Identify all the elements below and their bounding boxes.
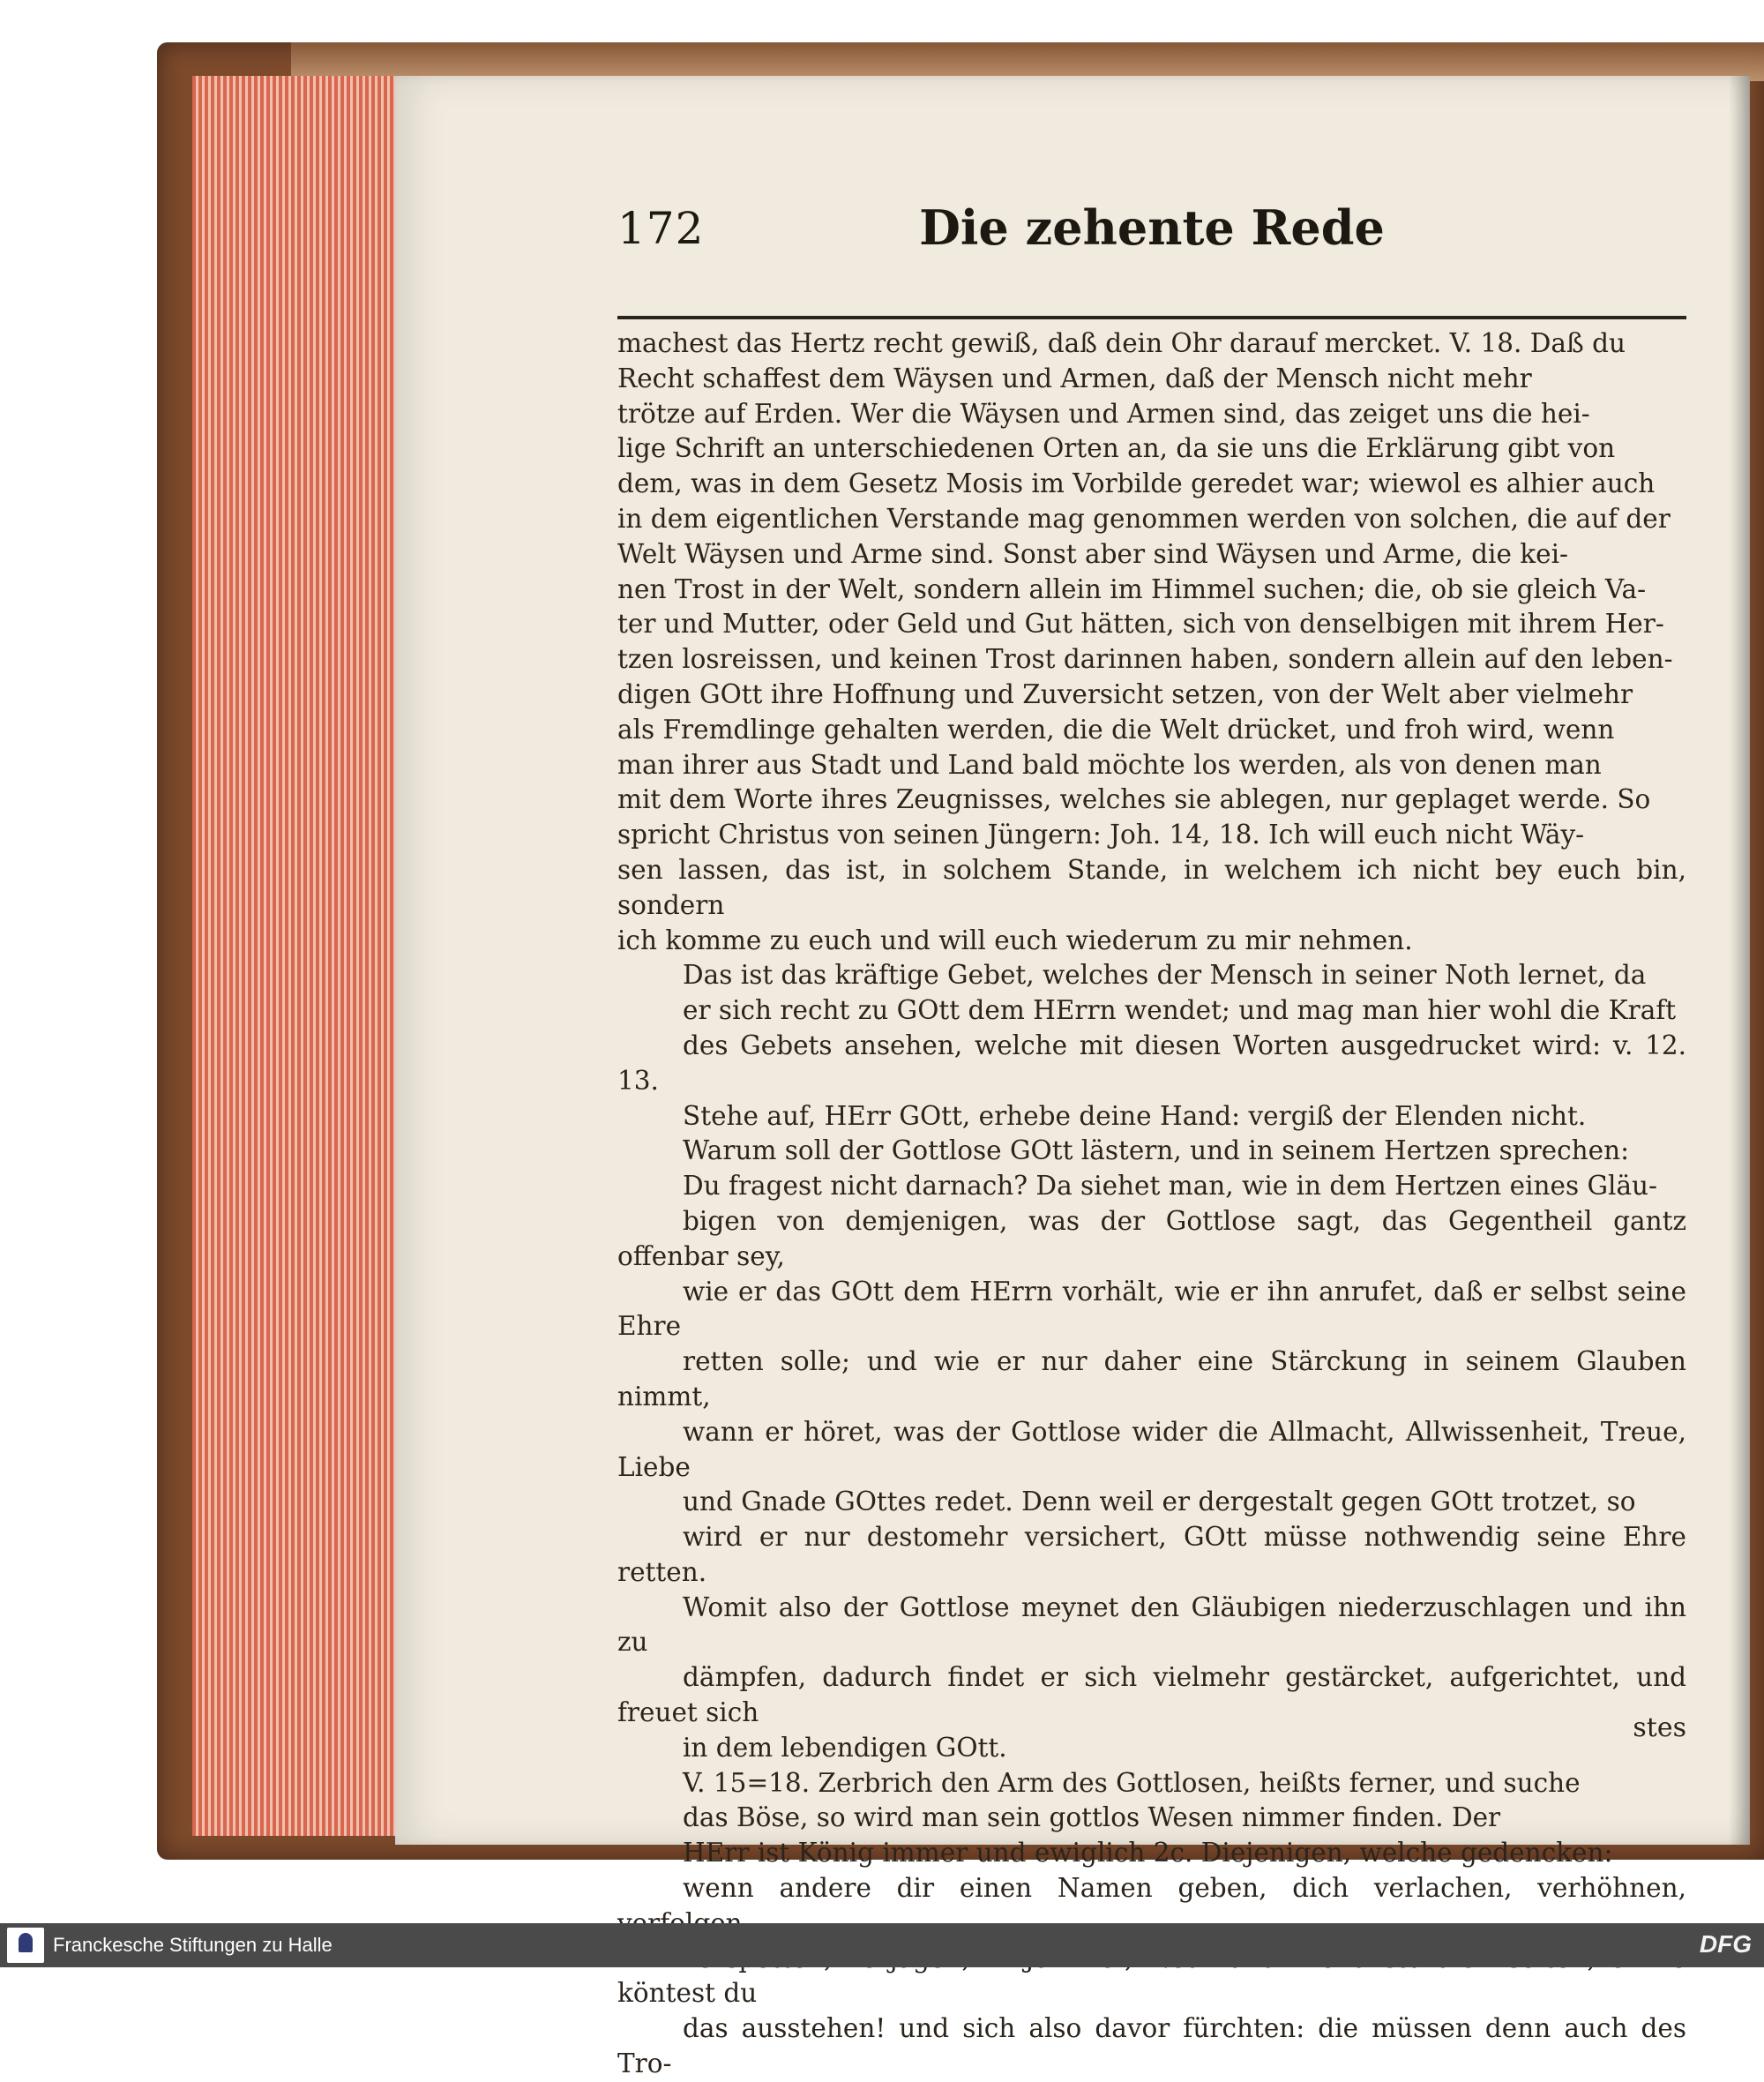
- text-line: er sich recht zu GOtt dem HErrn wendet; und mag man hier wohl die Kraft: [683, 995, 1677, 1026]
- paragraph: [617, 958, 1686, 1765]
- text-line: sen lassen, das ist, in solchem Stande, in welchem ich nicht bey euch bin, sondern: [617, 854, 1686, 920]
- text-line: köntest du: [617, 1978, 758, 2009]
- text-line: das ausstehen! und sich also davor fürchten: die müssen denn auch des Tro-: [617, 2013, 1686, 2079]
- text-line: wird er nur destomehr versichert, GOtt müsse nothwendig seine Ehre retten.: [617, 1522, 1686, 1587]
- text-line: das Böse, so wird man sein gottlos Wesen nimmer finden. Der: [683, 1802, 1501, 1833]
- text-line: digen GOtt ihre Hoffnung und Zuversicht setzen, von der Welt aber vielmehr: [617, 678, 1633, 709]
- page-number: 172: [617, 203, 705, 254]
- text-line: Du fragest nicht darnach? Da siehet man, wie in dem Hertzen eines Gläu-: [683, 1171, 1658, 1202]
- text-line: trötze auf Erden. Wer die Wäysen und Armen sind, das zeiget uns die hei-: [617, 398, 1590, 429]
- text-line: ich komme zu euch und will euch wiederum zu mir nehmen.: [617, 925, 1413, 955]
- text-line: Recht schaffest dem Wäysen und Armen, daß der Mensch nicht mehr: [617, 363, 1532, 393]
- text-line: dämpfen, dadurch findet er sich vielmehr gestärcket, aufgerichtet, und freuet sich: [617, 1662, 1686, 1728]
- text-line: als Fremdlinge gehalten werden, die die Welt drücket, und froh wird, wenn: [617, 714, 1615, 745]
- footer-institution: Franckesche Stiftungen zu Halle: [53, 1934, 333, 1956]
- text-line: Welt Wäysen und Arme sind. Sonst aber sind Wäysen und Arme, die kei-: [617, 538, 1569, 569]
- text-line: lige Schrift an unterschiedenen Orten an, da sie uns die Erklärung gibt von: [617, 433, 1616, 464]
- text-line: Stehe auf, HErr GOtt, erhebe deine Hand: vergiß der Elenden nicht.: [683, 1100, 1587, 1131]
- header-rule: [617, 316, 1686, 319]
- institution-logo-icon: [7, 1928, 44, 1963]
- page-edges: [192, 76, 400, 1836]
- dfg-logo: DFG: [1699, 1930, 1752, 1958]
- text-line: und Gnade GOttes redet. Denn weil er dergestalt gegen GOtt trotzet, so: [683, 1487, 1636, 1517]
- catchword: stes: [1633, 1712, 1686, 1743]
- viewer-footer: [0, 1923, 1764, 1967]
- text-line: dem, was in dem Gesetz Mosis im Vorbilde geredet war; wiewol es alhier auch: [617, 468, 1656, 499]
- text-line: nen Trost in der Welt, sondern allein im Himmel suchen; die, ob sie gleich Va-: [617, 573, 1647, 604]
- page-header: [617, 199, 1686, 263]
- text-line: mit dem Worte ihres Zeugnisses, welches sie ablegen, nur geplaget werde. So: [617, 784, 1651, 815]
- text-line: V. 15=18. Zerbrich den Arm des Gottlosen, heißts ferner, und suche: [683, 1767, 1581, 1798]
- text-line: in dem lebendigen GOtt.: [683, 1732, 1007, 1763]
- body-text: [617, 326, 1686, 2082]
- text-line: tzen losreissen, und keinen Trost darinnen haben, sondern allein auf den leben-: [617, 644, 1673, 675]
- text-line: machest das Hertz recht gewiß, daß dein Ohr darauf mercket. V. 18. Daß du: [617, 328, 1626, 358]
- text-line: des Gebets ansehen, welche mit diesen Worten ausgedrucket wird: v. 12. 13.: [617, 1030, 1686, 1096]
- paragraph: [617, 326, 1686, 958]
- text-line: wie er das GOtt dem HErrn vorhält, wie er ihn anrufet, daß er selbst seine Ehre: [617, 1276, 1686, 1342]
- text-line: HErr ist König immer und ewiglich 2c. Diejenigen, welche gedencken:: [683, 1838, 1613, 1869]
- gutter-shadow: [1729, 76, 1750, 1845]
- running-title: Die zehente Rede: [919, 199, 1385, 256]
- text-line: man ihrer aus Stadt und Land bald möchte los werden, als von denen man: [617, 749, 1602, 780]
- text-line: wenn andere dir einen Namen geben, dich verlachen, verhöhnen,: [683, 1873, 1686, 1904]
- text-line: retten solle; und wie er nur daher eine Stärckung in seinem Glauben nimmt,: [617, 1346, 1686, 1412]
- text-line: ter und Mutter, oder Geld und Gut hätten, sich von denselbigen mit ihrem Her-: [617, 609, 1664, 640]
- text-line: spricht Christus von seinen Jüngern: Joh. 14, 18. Ich will euch nicht Wäy-: [617, 820, 1585, 850]
- text-line: Das ist das kräftige Gebet, welches der Mensch in seiner Noth lernet, da: [683, 960, 1647, 991]
- text-line: wann er höret, was der Gottlose wider die Allmacht, Allwissenheit, Treue, Liebe: [617, 1416, 1686, 1482]
- text-line: bigen von demjenigen, was der Gottlose sagt, das Gegentheil gantz offenbar sey,: [617, 1205, 1686, 1271]
- text-line: Warum soll der Gottlose GOtt lästern, und in seinem Hertzen sprechen:: [683, 1135, 1630, 1166]
- text-line: in dem eigentlichen Verstande mag genommen werden von solchen, die auf der: [617, 503, 1671, 534]
- text-line: Womit also der Gottlose meynet den Gläubigen niederzuschlagen und ihn zu: [617, 1591, 1686, 1658]
